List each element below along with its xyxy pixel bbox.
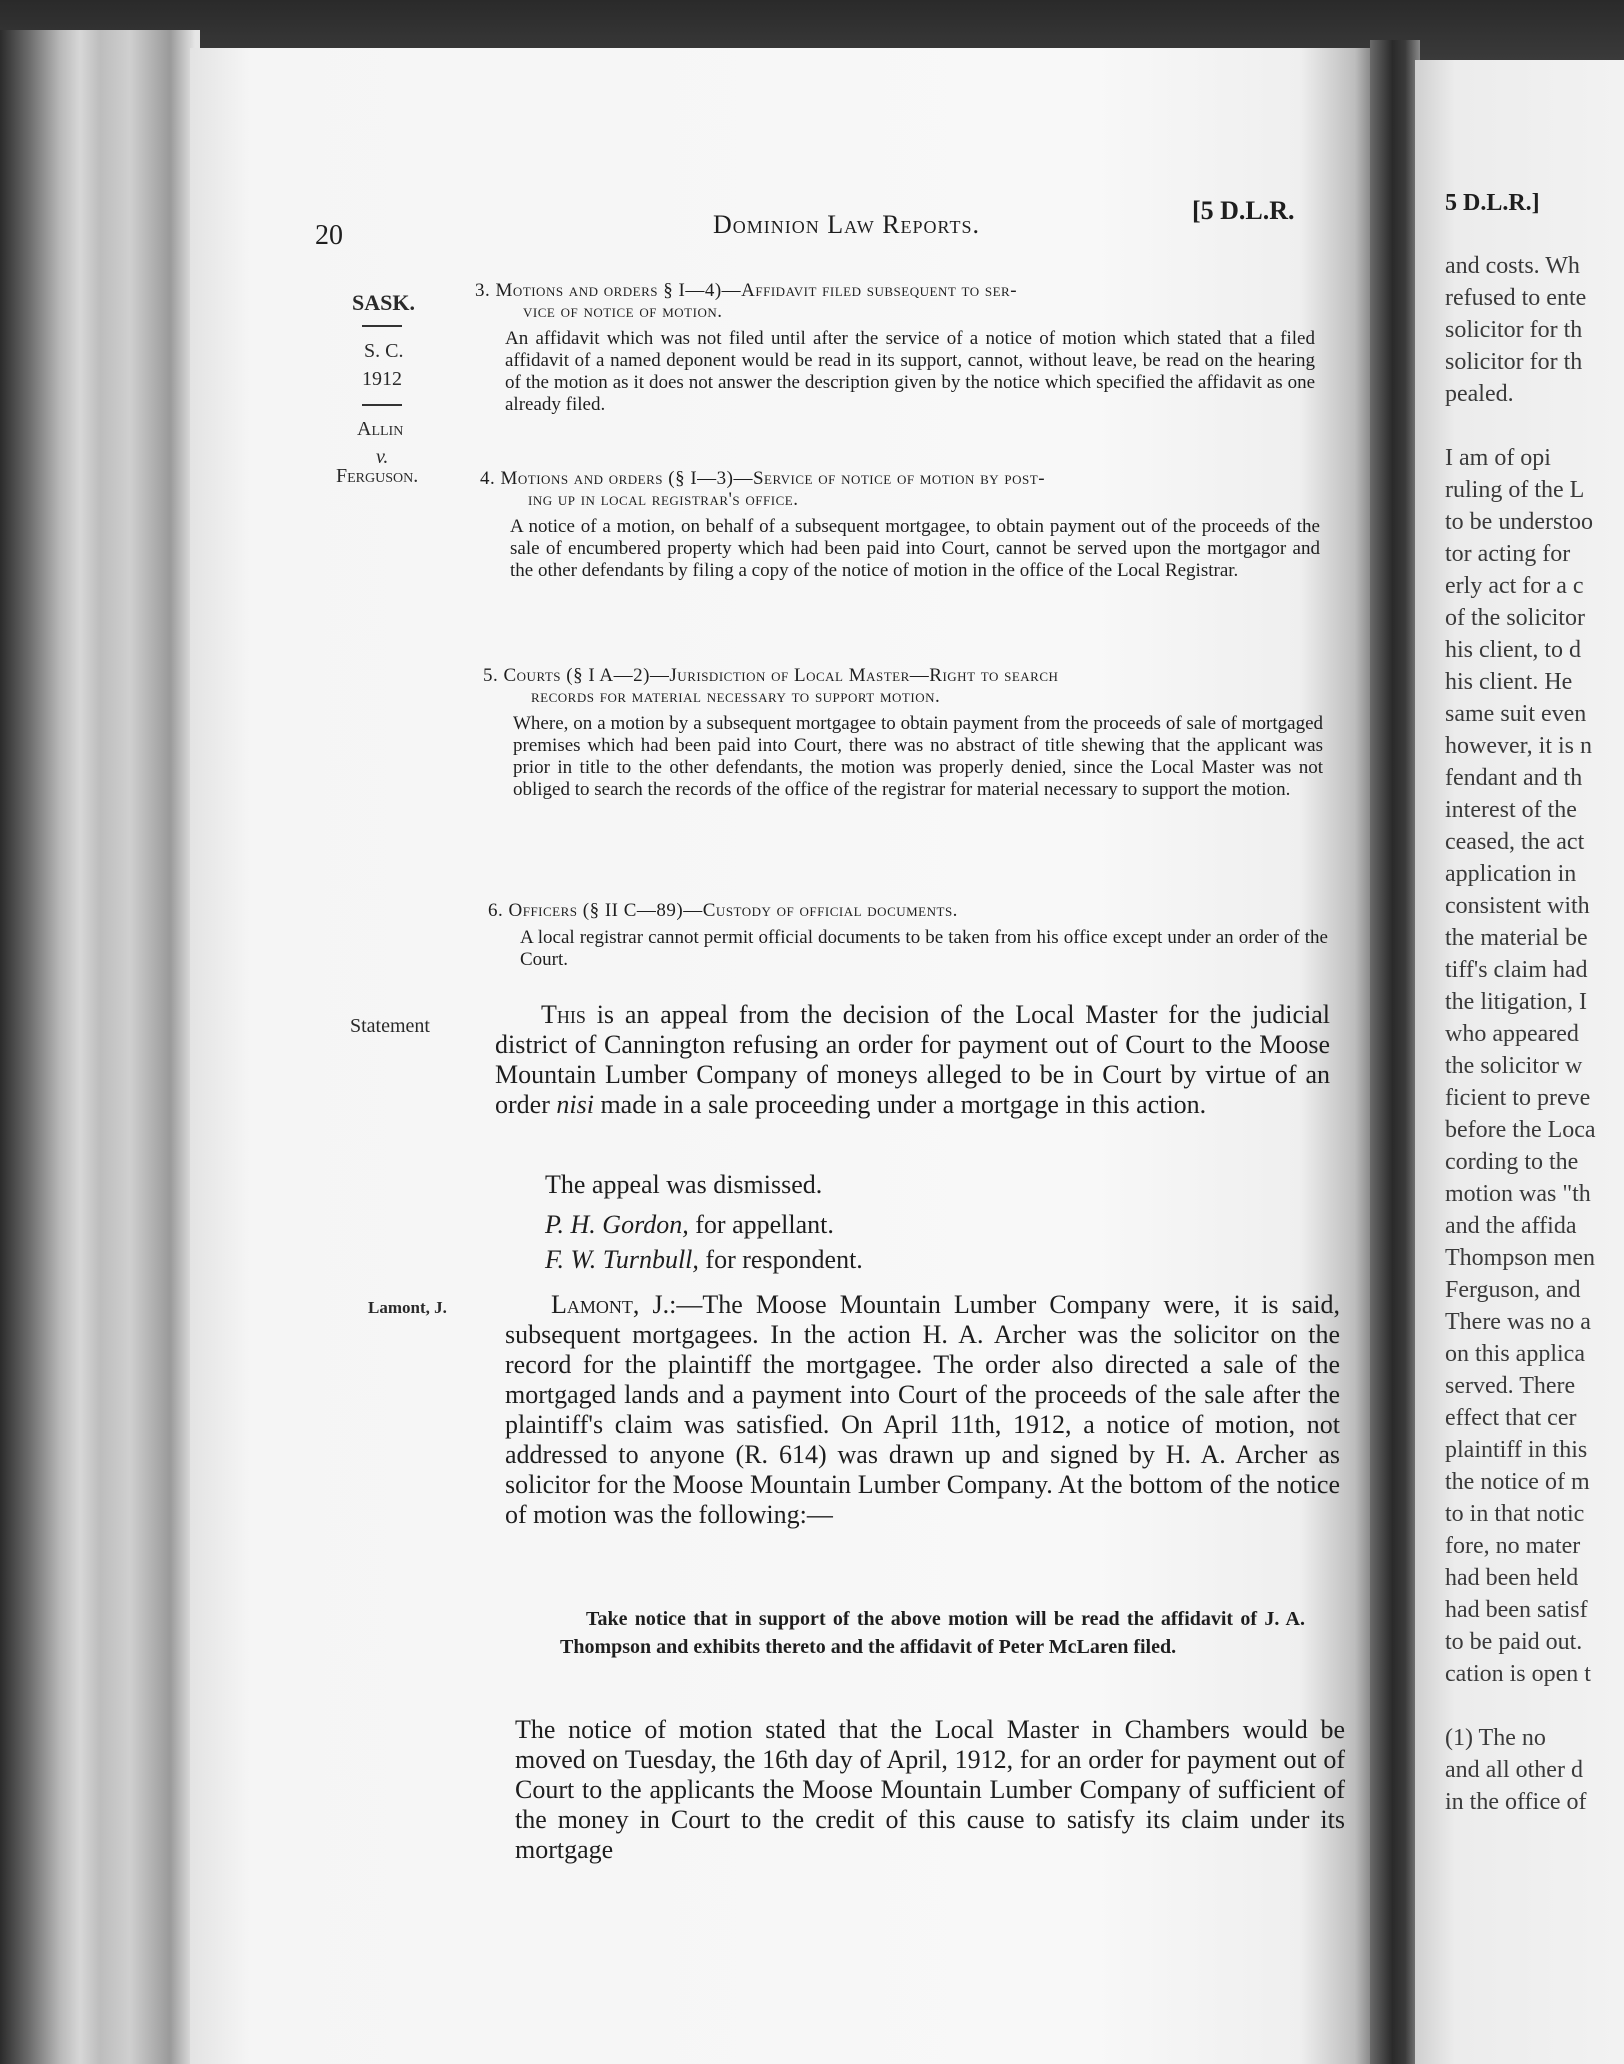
counsel-2-name: F. W. Turnbull, (545, 1245, 699, 1274)
right-page-line: in the office of (1445, 1789, 1587, 1815)
right-page-line: to in that notic (1445, 1501, 1585, 1527)
judgment-judge: Lamont, J. (551, 1290, 670, 1319)
margin-year: 1912 (362, 368, 402, 390)
right-page-line: motion was "th (1445, 1181, 1591, 1207)
right-page-line (1445, 1690, 1596, 1722)
right-page-line: consistent with (1445, 893, 1590, 919)
right-page-line: same suit even (1445, 701, 1587, 727)
headnote-heading-cont: records for material necessary to support motion. (531, 686, 941, 707)
headnote-heading: 5. Courts (§ I A—2)—Jurisdiction of Local Master—Right to search (483, 665, 1059, 686)
margin-jurisdiction: SASK. (352, 290, 415, 315)
headnote-text: An affidavit which was not filed until after the service of a notice of motion which stated that a filed affidavit of a named deponent would be read in its support, cannot, without leave, be read on the hearing of the motion as it does not answer the description given by the notice which specified the affidavit as one already filed. (505, 328, 1315, 415)
right-page-line: pealed. (1445, 381, 1514, 407)
right-page-line: the litigation, I (1445, 989, 1587, 1015)
right-page-line (1445, 410, 1596, 442)
right-page-line: ficient to preve (1445, 1085, 1591, 1111)
page-number: 20 (315, 220, 343, 251)
right-page-line: effect that cer (1445, 1405, 1577, 1431)
right-page-line: ruling of the L (1445, 477, 1585, 503)
counsel-appellant (545, 1210, 834, 1240)
book-edge (0, 30, 200, 2064)
margin-versus: v. (376, 446, 389, 468)
margin-judge-label: Lamont, J. (368, 1298, 447, 1317)
right-page-line: to be understoo (1445, 509, 1593, 535)
headnote-3 (475, 280, 1315, 416)
right-page-line: plaintiff in this (1445, 1437, 1588, 1463)
right-page-line: erly act for a c (1445, 573, 1584, 599)
right-page-line: and the affida (1445, 1213, 1577, 1239)
counsel-1-role: for appellant. (688, 1210, 834, 1239)
right-page-line: cation is open t (1445, 1661, 1591, 1687)
right-page-line: his client. He (1445, 669, 1573, 695)
right-page-line: the material be (1445, 925, 1588, 951)
margin-statement-label: Statement (350, 1015, 430, 1037)
statement-text: is an appeal from the decision of the Local Master for the judicial district of Cannington refusing an order for payment out of Court to the Moose Mountain Lumber Company of moneys alleged to be in Court by virtue of an order (495, 1000, 1330, 1119)
margin-rule (362, 404, 402, 406)
headnote-6 (488, 900, 1328, 971)
right-page-line: the notice of m (1445, 1469, 1590, 1495)
judgment-paragraph-2: The notice of motion stated that the Local Master in Chambers would be moved on Tuesday, the 16th day of April, 1912, for an order for payment out of Court to the applicants the Moose Mountain Lumber Company of sufficient of the money in Court to the credit of this cause to satisfy its claim under its mortgage (515, 1715, 1345, 1864)
headnote-text: A notice of a motion, on behalf of a subsequent mortgagee, to obtain payment out of the proceeds of the sale of encumbered property which had been paid into Court, cannot be served upon the mortgagor and the other defendants by filing a copy of the notice of motion in the office of the Local Registrar. (510, 516, 1320, 581)
headnote-heading: 3. Motions and orders § I—4)—Affidavit filed subsequent to ser- (475, 280, 1018, 301)
headnote-heading-cont: vice of notice of motion. (523, 301, 723, 322)
right-page-line: and costs. Wh (1445, 253, 1580, 279)
margin-rule (362, 325, 402, 327)
margin-court: S. C. (364, 340, 404, 362)
right-page-line: fendant and th (1445, 765, 1583, 791)
statement-result: The appeal was dismissed. (545, 1170, 823, 1199)
right-page-line: ceased, the act (1445, 829, 1585, 855)
counsel-2-role: for respondent. (698, 1245, 863, 1274)
right-page-line: had been satisf (1445, 1597, 1588, 1623)
right-page-line: Thompson men (1445, 1245, 1595, 1271)
right-page-line: solicitor for th (1445, 349, 1583, 375)
statement-text-2: made in a sale proceeding under a mortgage in this action. (593, 1090, 1207, 1119)
right-page-line: tor acting for (1445, 541, 1571, 567)
right-page-line: fore, no mater (1445, 1533, 1581, 1559)
right-page-line: solicitor for th (1445, 317, 1583, 343)
headnote-heading: 4. Motions and orders (§ I—3)—Service of notice of motion by post- (480, 468, 1046, 489)
right-page-line: (1) The no (1445, 1725, 1546, 1751)
judgment-text: :—The Moose Mountain Lumber Company were, it is said, subsequent mortgagees. In the action H. A. Archer was the solicitor on the record for the plaintiff the mortgagee. The order also directed a sale of the mortgaged lands and a payment into Court of the proceeds of the sale after the plaintiff's claim was satisfied. On April 11th, 1912, a notice of motion, not addressed to anyone (R. 614) was drawn up and signed by H. A. Archer as solicitor for the Moose Mountain Lumber Company. At the bottom of the notice of motion was the following:— (505, 1290, 1341, 1529)
right-page-line: interest of the (1445, 797, 1577, 823)
right-page-line: the solicitor w (1445, 1053, 1583, 1079)
statement-lead: This (541, 1000, 586, 1029)
right-page-text (1445, 250, 1596, 1818)
counsel-respondent (545, 1245, 863, 1275)
headnote-text: A local registrar cannot permit official documents to be taken from his office except under an order of the Court. (520, 927, 1328, 970)
headnote-5 (483, 665, 1323, 801)
right-page-line: on this applica (1445, 1341, 1585, 1367)
quoted-notice: Take notice that in support of the above motion will be read the affidavit of J. A. Thompson and exhibits thereto and the affidavit of Peter McLaren filed. (560, 1608, 1305, 1658)
right-page-line: There was no a (1445, 1309, 1591, 1335)
headnote-heading: 6. Officers (§ II C—89)—Custody of official documents. (488, 900, 958, 921)
headnote-4 (480, 468, 1320, 582)
margin-party-2: Ferguson. (336, 465, 419, 487)
right-page-line: his client, to d (1445, 637, 1581, 663)
right-page-line: of the solicitor (1445, 605, 1585, 631)
right-page-header: 5 D.L.R.] (1445, 190, 1540, 216)
right-page-line: who appeared (1445, 1021, 1579, 1047)
right-page-line: refused to ente (1445, 285, 1587, 311)
right-page-line: application in (1445, 861, 1577, 887)
right-page-line: Ferguson, and (1445, 1277, 1581, 1303)
right-page-line: had been held (1445, 1565, 1579, 1591)
right-page (1415, 60, 1624, 2064)
right-page-line: and all other d (1445, 1757, 1583, 1783)
volume-reference: [5 D.L.R. (1192, 196, 1295, 225)
right-page-line: I am of opi (1445, 445, 1551, 471)
judgment-paragraph-1 (505, 1290, 1340, 1530)
right-page-line: however, it is n (1445, 733, 1593, 759)
headnote-heading-cont: ing up in local registrar's office. (528, 489, 799, 510)
right-page-line: served. There (1445, 1373, 1576, 1399)
right-page-line: before the Loca (1445, 1117, 1596, 1143)
book-gutter (1370, 40, 1420, 2064)
headnote-text: Where, on a motion by a subsequent mortgagee to obtain payment from the proceeds of sale of mortgaged premises which had been paid into Court, there was no abstract of title shewing that the applicant was prior in title to the other defendants, the motion was properly denied, since the Local Master was not obliged to search the records of the office of the registrar for material necessary to support the motion. (513, 713, 1323, 800)
counsel-1-name: P. H. Gordon, (545, 1210, 689, 1239)
statement-paragraph (495, 1000, 1330, 1120)
right-page-line: to be paid out. (1445, 1629, 1583, 1655)
margin-party-1: Allin (357, 418, 404, 440)
right-page-line: tiff's claim had (1445, 957, 1588, 983)
running-title: Dominion Law Reports. (713, 210, 980, 239)
right-page-line: cording to the (1445, 1149, 1579, 1175)
statement-nisi: nisi (556, 1090, 594, 1119)
